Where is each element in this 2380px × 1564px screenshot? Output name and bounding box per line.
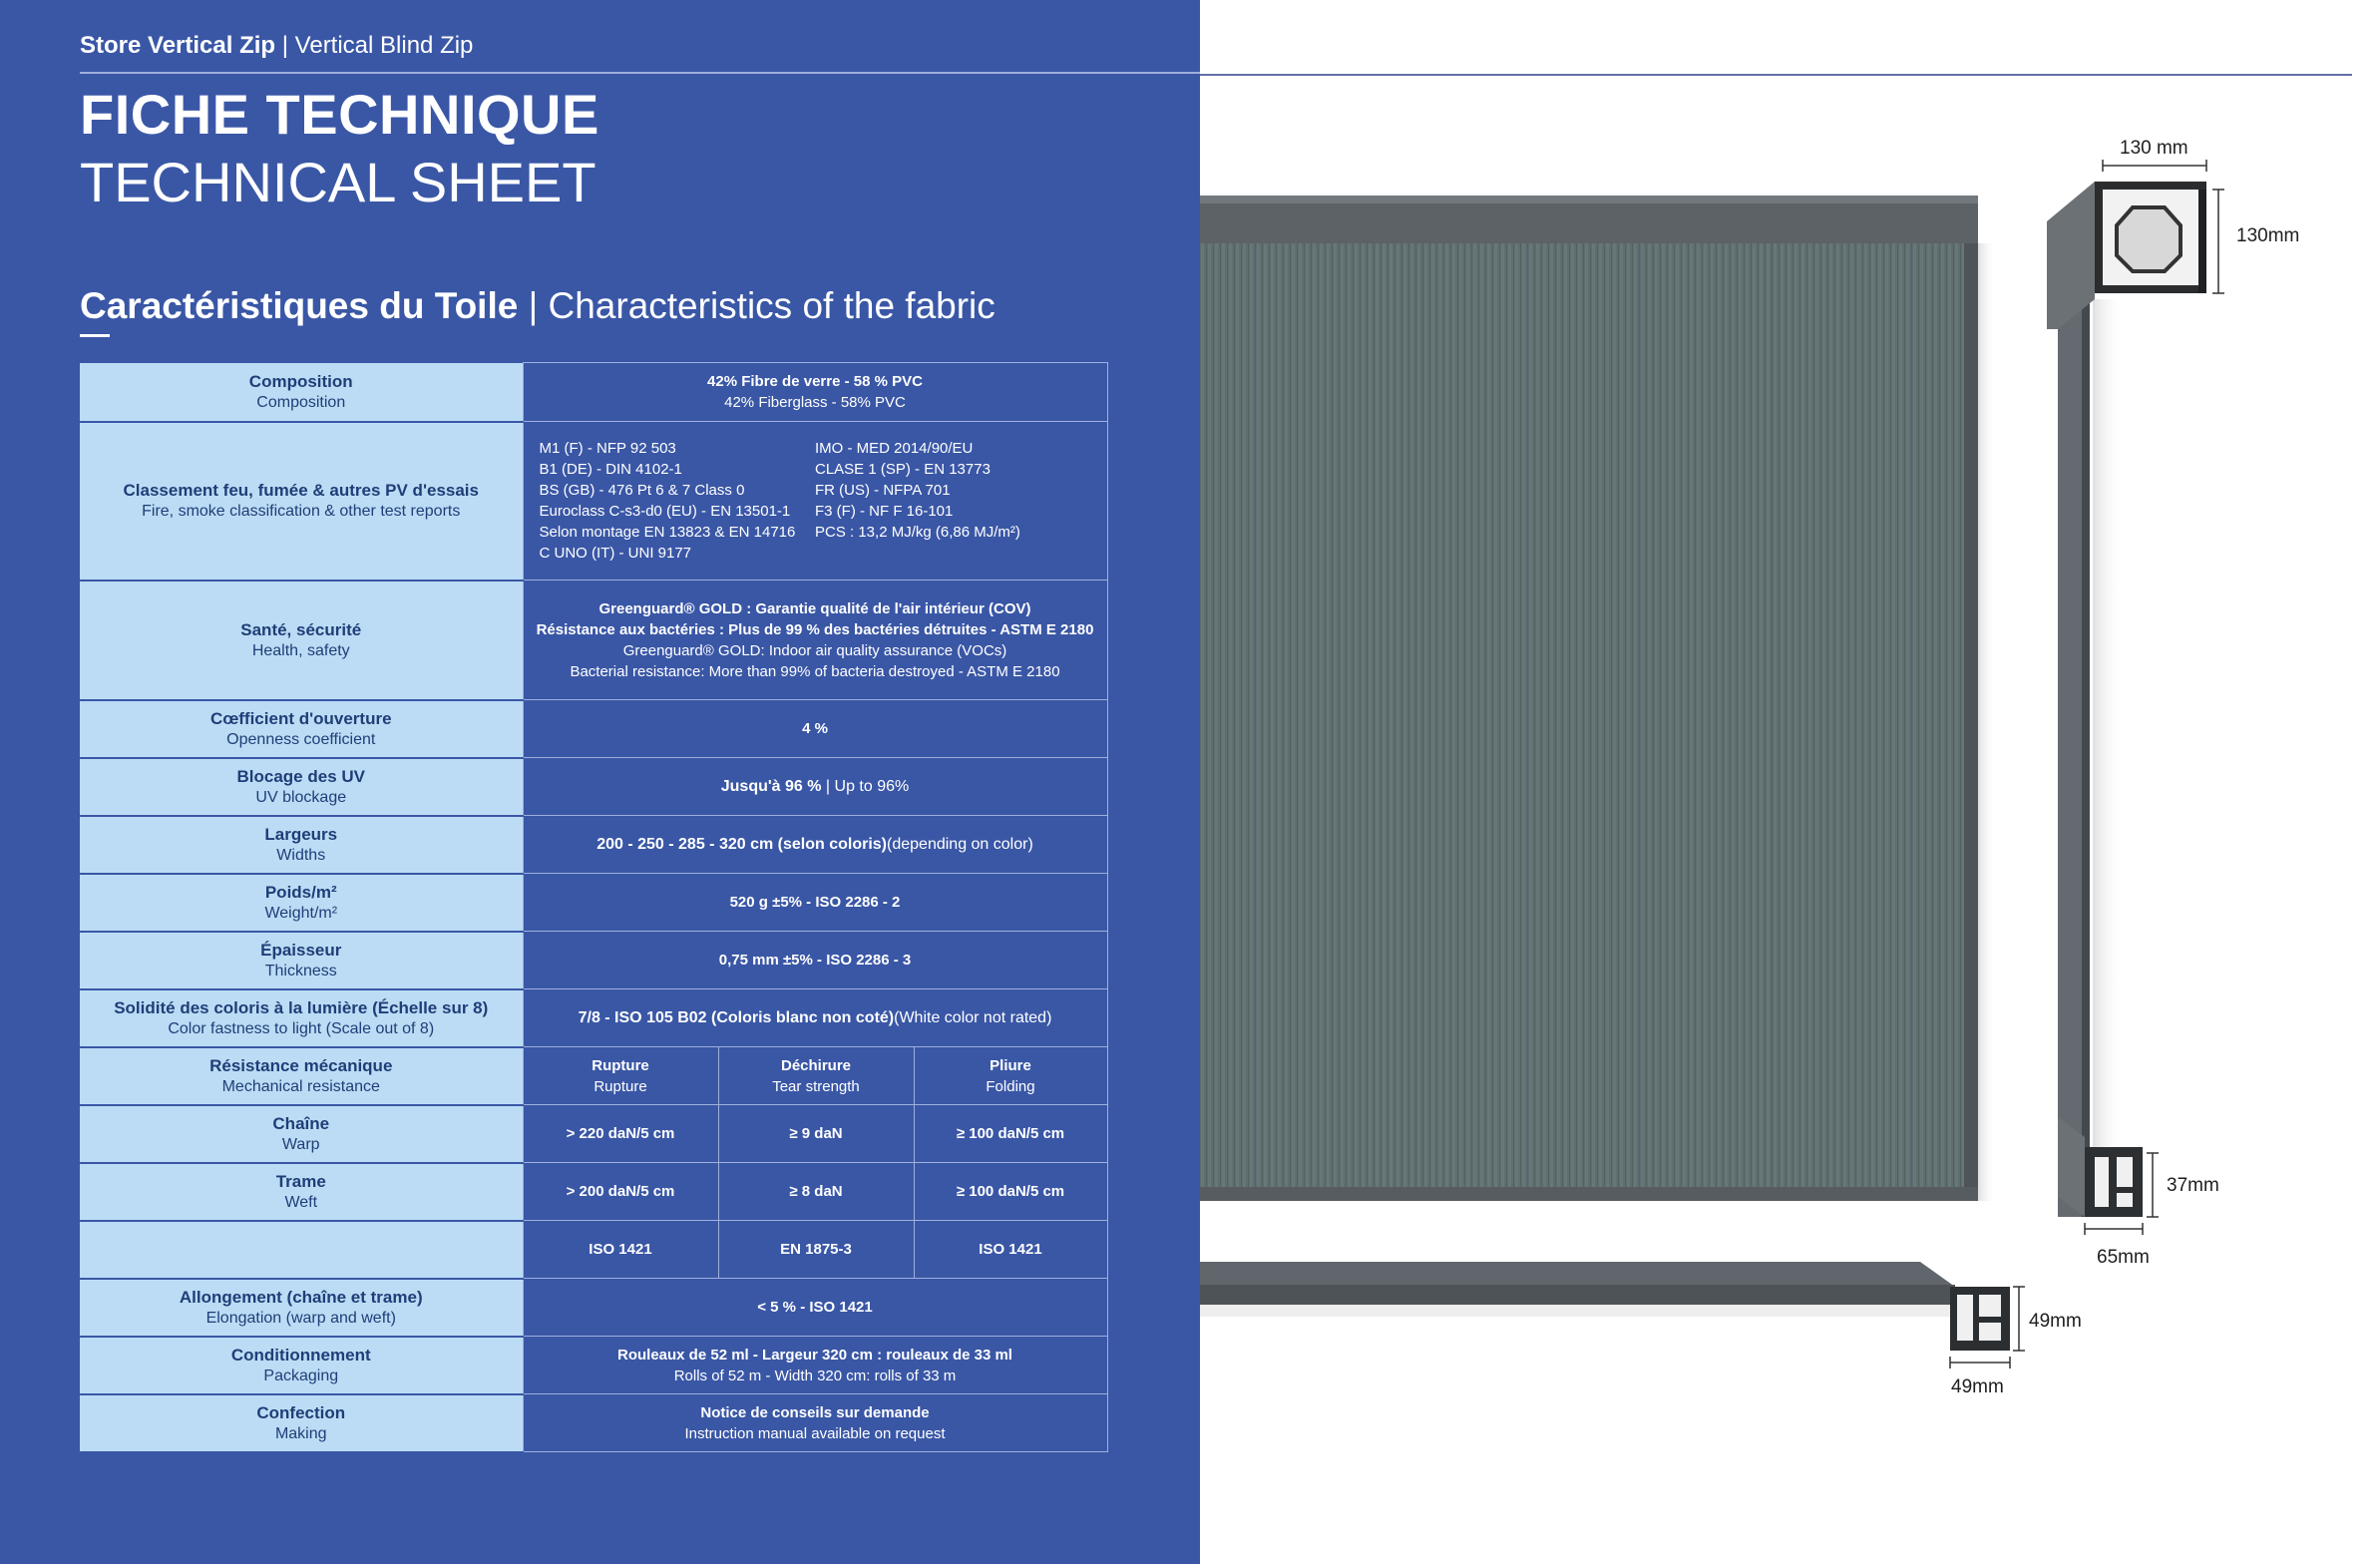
row-value-composition: 42% Fibre de verre - 58 % PVC 42% Fiberglass - 58% PVC <box>523 363 1107 422</box>
brand-line: Store Vertical Zip | Vertical Blind Zip <box>80 32 474 59</box>
blind-fabric <box>1200 243 1964 1199</box>
table-row <box>80 1163 1107 1221</box>
row-label-fastness: Solidité des coloris à la lumière (Échelle sur 8) Color fastness to light (Scale out of 8) <box>80 989 523 1047</box>
vertical-rail-profile <box>2058 289 2082 1217</box>
page-title-fr: FICHE TECHNIQUE <box>80 83 599 146</box>
row-label-weft: Trame Weft <box>80 1163 523 1221</box>
brand-rest: Vertical Blind Zip <box>294 32 474 59</box>
brand-bold: Store Vertical Zip <box>80 32 276 59</box>
section-title-en: Characteristics of the fabric <box>548 285 995 326</box>
row-value-openness: 4 % <box>523 700 1107 758</box>
header-rule-right <box>1200 74 2352 76</box>
warp-tear: ≥ 9 daN <box>718 1105 914 1163</box>
row-label-fire: Classement feu, fumée & autres PV d'essais Fire, smoke classification & other test reports <box>80 422 523 581</box>
table-row <box>80 422 1107 581</box>
section-underline <box>80 334 110 337</box>
row-label-openness: Cœfficient d'ouverture Openness coefficient <box>80 700 523 758</box>
table-row <box>80 1279 1107 1337</box>
table-row <box>80 1337 1107 1394</box>
row-label-health: Santé, sécurité Health, safety <box>80 581 523 700</box>
header-rule <box>80 72 1200 74</box>
row-label-mechanical: Résistance mécanique Mechanical resistance <box>80 1047 523 1105</box>
blind-side-rail <box>1964 243 1978 1201</box>
table-row <box>80 1105 1107 1163</box>
dim-rail-width: 65mm <box>2097 1247 2150 1268</box>
row-label-elongation: Allongement (chaîne et trame) Elongation (warp and weft) <box>80 1279 523 1337</box>
table-row <box>80 1221 1107 1279</box>
row-label-warp: Chaîne Warp <box>80 1105 523 1163</box>
warp-rupture: > 220 daN/5 cm <box>523 1105 718 1163</box>
weft-folding: ≥ 100 daN/5 cm <box>914 1163 1107 1221</box>
table-row <box>80 758 1107 816</box>
table-row <box>80 989 1107 1047</box>
row-label-weight: Poids/m² Weight/m² <box>80 874 523 932</box>
row-value-elongation: < 5 % - ISO 1421 <box>523 1279 1107 1337</box>
row-label-widths: Largeurs Widths <box>80 816 523 874</box>
row-value-making: Notice de conseils sur demande Instruction manual available on request <box>523 1394 1107 1452</box>
product-illustration <box>1200 100 2380 1396</box>
cassette-profile <box>2047 182 2206 329</box>
standard-rupture: ISO 1421 <box>523 1221 718 1279</box>
table-row <box>80 581 1107 700</box>
dim-bottom-width: 49mm <box>1951 1376 2004 1397</box>
fire-right-list: IMO - MED 2014/90/EU CLASE 1 (SP) - EN 13773 FR (US) - NFPA 701 F3 (F) - NF F 16-101 PCS : 13,2 MJ/kg (6,86 MJ/m²) <box>815 440 1020 541</box>
weft-rupture: > 200 daN/5 cm <box>523 1163 718 1221</box>
table-row <box>80 700 1107 758</box>
row-label-standards <box>80 1221 523 1279</box>
spec-table <box>80 362 1108 1453</box>
page-title-en: TECHNICAL SHEET <box>80 151 596 213</box>
table-row <box>80 874 1107 932</box>
mech-header-folding: Pliure Folding <box>914 1047 1107 1105</box>
table-row <box>80 816 1107 874</box>
mech-header-tear: Déchirure Tear strength <box>718 1047 914 1105</box>
blind-bottom-bar <box>1200 1187 1978 1201</box>
row-label-making: Confection Making <box>80 1394 523 1452</box>
row-label-thickness: Épaisseur Thickness <box>80 932 523 989</box>
row-label-uv: Blocage des UV UV blockage <box>80 758 523 816</box>
dim-rail-height: 37mm <box>2167 1175 2219 1196</box>
table-row <box>80 1394 1107 1452</box>
mech-header-rupture: Rupture Rupture <box>523 1047 718 1105</box>
row-value-health: Greenguard® GOLD : Garantie qualité de l'air intérieur (COV) Résistance aux bactéries : Plus de 99 % des bactéries détruites - ASTM E 2180 Greenguard® GOLD: Indoor air quality assurance (VOCs) Bacterial resistance: More than 99% of bacteria destroyed - ASTM E 2180 <box>523 581 1107 700</box>
bottom-rail-profile <box>1200 1262 2010 1351</box>
dim-cassette-width: 130 mm <box>2120 138 2188 159</box>
section-title-fr: Caractéristiques du Toile <box>80 285 519 326</box>
row-label-composition: Composition Composition <box>80 363 523 422</box>
table-row <box>80 363 1107 422</box>
table-row <box>80 932 1107 989</box>
row-value-thickness: 0,75 mm ±5% - ISO 2286 - 3 <box>523 932 1107 989</box>
row-value-packaging: Rouleaux de 52 ml - Largeur 320 cm : rouleaux de 33 ml Rolls of 52 m - Width 320 cm: rolls of 33 m <box>523 1337 1107 1394</box>
row-value-fire <box>523 422 1107 581</box>
row-value-uv: Jusqu'à 96 % | Up to 96% <box>523 758 1107 816</box>
row-value-weight: 520 g ±5% - ISO 2286 - 2 <box>523 874 1107 932</box>
row-value-fastness: 7/8 - ISO 105 B02 (Coloris blanc non coté)(White color not rated) <box>523 989 1107 1047</box>
row-label-packaging: Conditionnement Packaging <box>80 1337 523 1394</box>
fire-left-list: M1 (F) - NFP 92 503 B1 (DE) - DIN 4102-1 BS (GB) - 476 Pt 6 & 7 Class 0 Euroclass C-s3-d0 (EU) - EN 13501-1 Selon montage EN 13823 & EN 14716 C UNO (IT) - UNI 9177 <box>539 440 796 562</box>
weft-tear: ≥ 8 daN <box>718 1163 914 1221</box>
standard-tear: EN 1875-3 <box>718 1221 914 1279</box>
dim-cassette-height: 130mm <box>2236 225 2300 246</box>
standard-folding: ISO 1421 <box>914 1221 1107 1279</box>
table-row <box>80 1047 1107 1105</box>
warp-folding: ≥ 100 daN/5 cm <box>914 1105 1107 1163</box>
row-value-widths: 200 - 250 - 285 - 320 cm (selon coloris)(depending on color) <box>523 816 1107 874</box>
section-title: Caractéristiques du Toile | Characteristics of the fabric <box>80 285 995 326</box>
dim-bottom-height: 49mm <box>2029 1311 2082 1332</box>
